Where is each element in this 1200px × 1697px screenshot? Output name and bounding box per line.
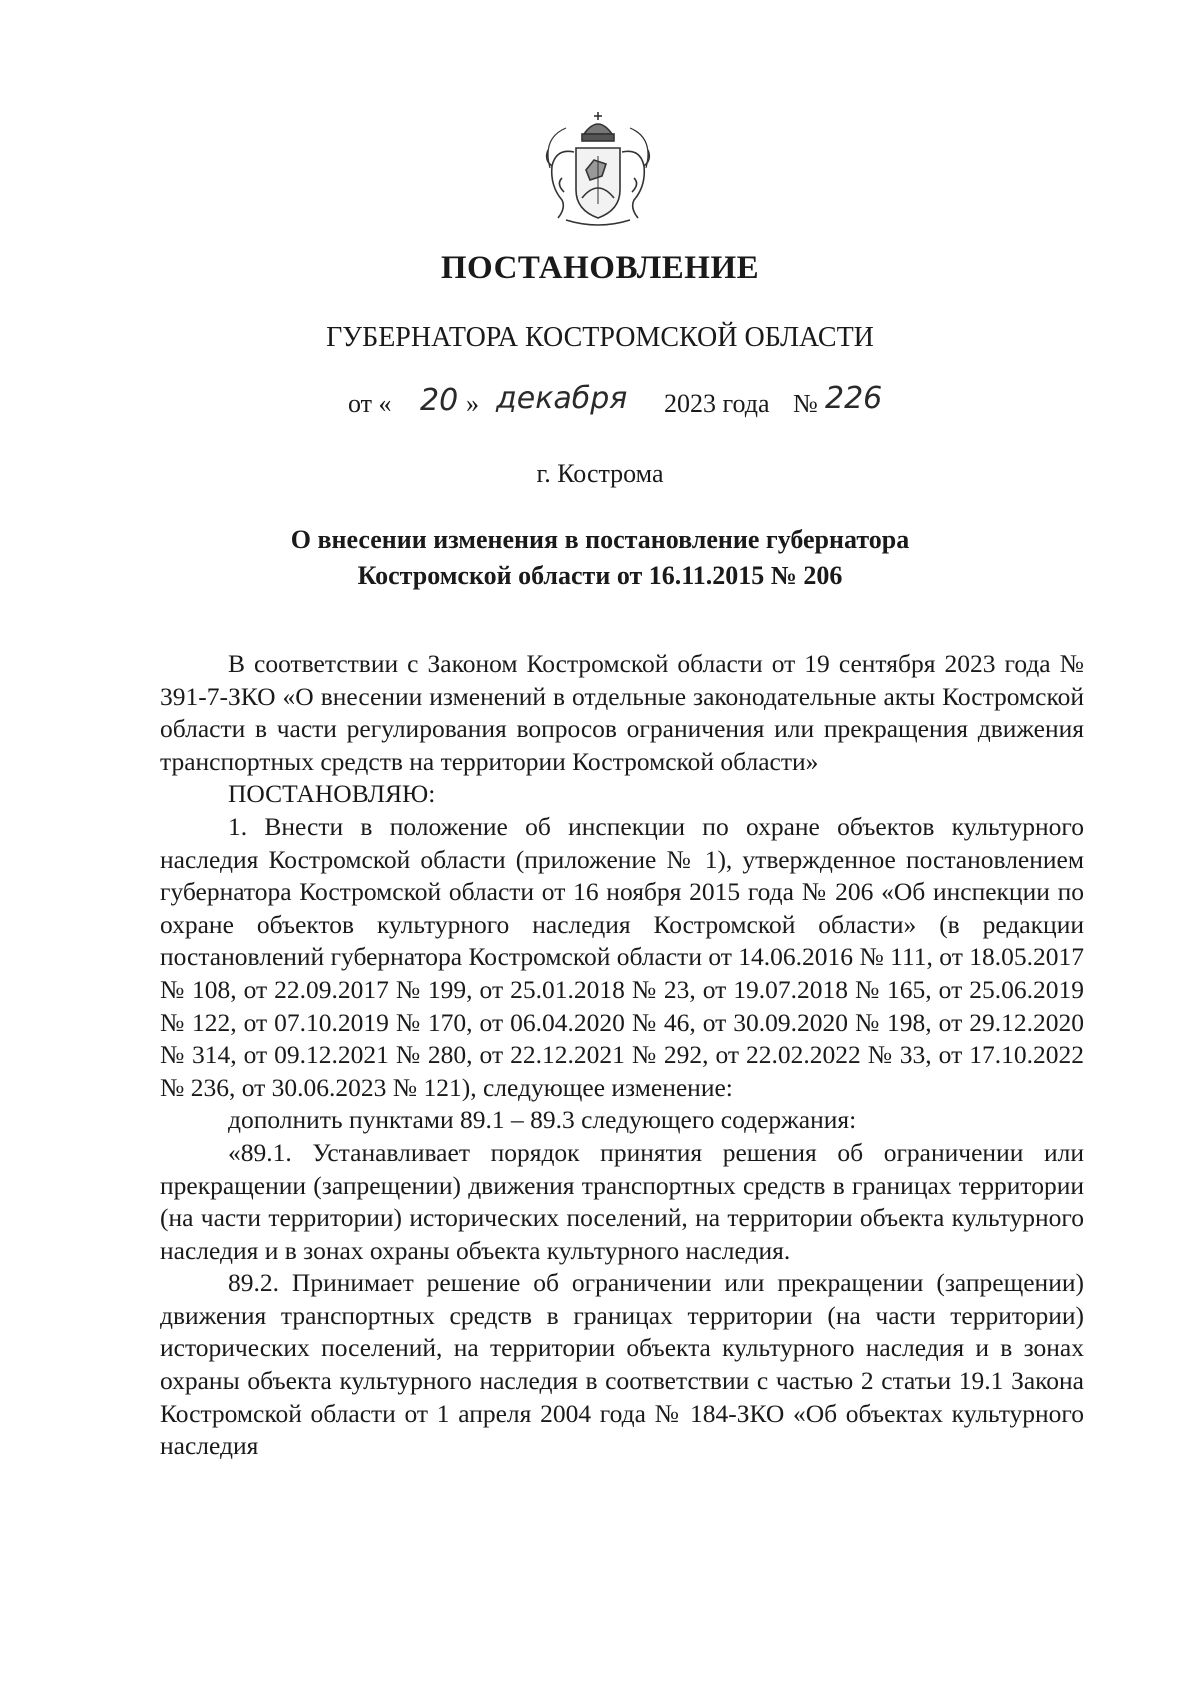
clause-1-paragraph: 1. Внести в положение об инспекции по охране объектов культурного наследия Костромской области (приложение № 1), утвержденное постановлением губернатора Костромской области от 16 ноября 2015 года № 206 «Об инспекции по охране объектов культурного наследия Костромской области» (в редакции постановлений губернатора Костромской области от 14.06.2016 № 111, от 18.05.2017 № 108, от 22.09.2017 № 199, от 25.01.2018 № 23, от 19.07.2018 № 165, от 25.06.2019 № 122, от 07.10.2019 № 170, от 06.04.2020 № 46, от 30.09.2020 № 198, от 29.12.2020 № 314, от 09.12.2021 № 280, от 22.12.2021 № 292, от 22.02.2022 № 33, от 17.10.2022 № 236, от 30.06.2023 № 121), следующее изменение:	[160, 811, 1084, 1102]
clause-89-1: «89.1. Устанавливает порядок принятия решения об ограничении или прекращении (запрещении) движения транспортных средств в границах территории (на части территории) исторических поселений, на территории объекта культурного наследия и в зонах охраны объекта культурного наследия.	[160, 1137, 1084, 1265]
document-issuer: ГУБЕРНАТОРА КОСТРОМСКОЙ ОБЛАСТИ	[326, 322, 874, 353]
document-title: ПОСТАНОВЛЕНИЕ	[440, 250, 760, 286]
city: г. Кострома	[536, 459, 664, 488]
date-prefix: от «	[348, 389, 392, 418]
date-day: 20	[420, 383, 459, 418]
amendment-intro: дополнить пунктами 89.1 – 89.3 следующего содержания:	[228, 1105, 857, 1135]
resolution-word: ПОСТАНОВЛЯЮ:	[228, 779, 436, 809]
coat-of-arms-icon	[536, 108, 660, 232]
date-month: декабря	[496, 381, 628, 416]
document-body	[160, 648, 1084, 1463]
heading-line-1: О внесении изменения в постановление губернатора	[290, 525, 910, 554]
clause-89-2: 89.2. Принимает решение об ограничении или прекращении (запрещении) движения транспортных средств в границах территории (на части территории) исторических поселений, на территории объекта культурного наследия и в зонах охраны объекта культурного наследия в соответствии с частью 2 статьи 19.1 Закона Костромской области от 1 апреля 2004 года № 184-ЗКО «Об объектах культурного наследия	[160, 1268, 1084, 1461]
date-year: 2023 года	[664, 389, 770, 418]
number-label: №	[793, 389, 818, 418]
date-close-quote: »	[466, 389, 479, 418]
heading-line-2: Костромской области от 16.11.2015 № 206	[357, 561, 843, 590]
document-heading	[0, 522, 1200, 594]
preamble-paragraph: В соответствии с Законом Костромской области от 19 сентября 2023 года № 391-7-ЗКО «О внесении изменений в отдельные законодательные акты Костромской области в части регулирования вопросов ограничения или прекращения движения транспортных средств на территории Костромской области»	[160, 649, 1084, 776]
document-number: 226	[825, 381, 883, 416]
date-line	[348, 381, 948, 435]
